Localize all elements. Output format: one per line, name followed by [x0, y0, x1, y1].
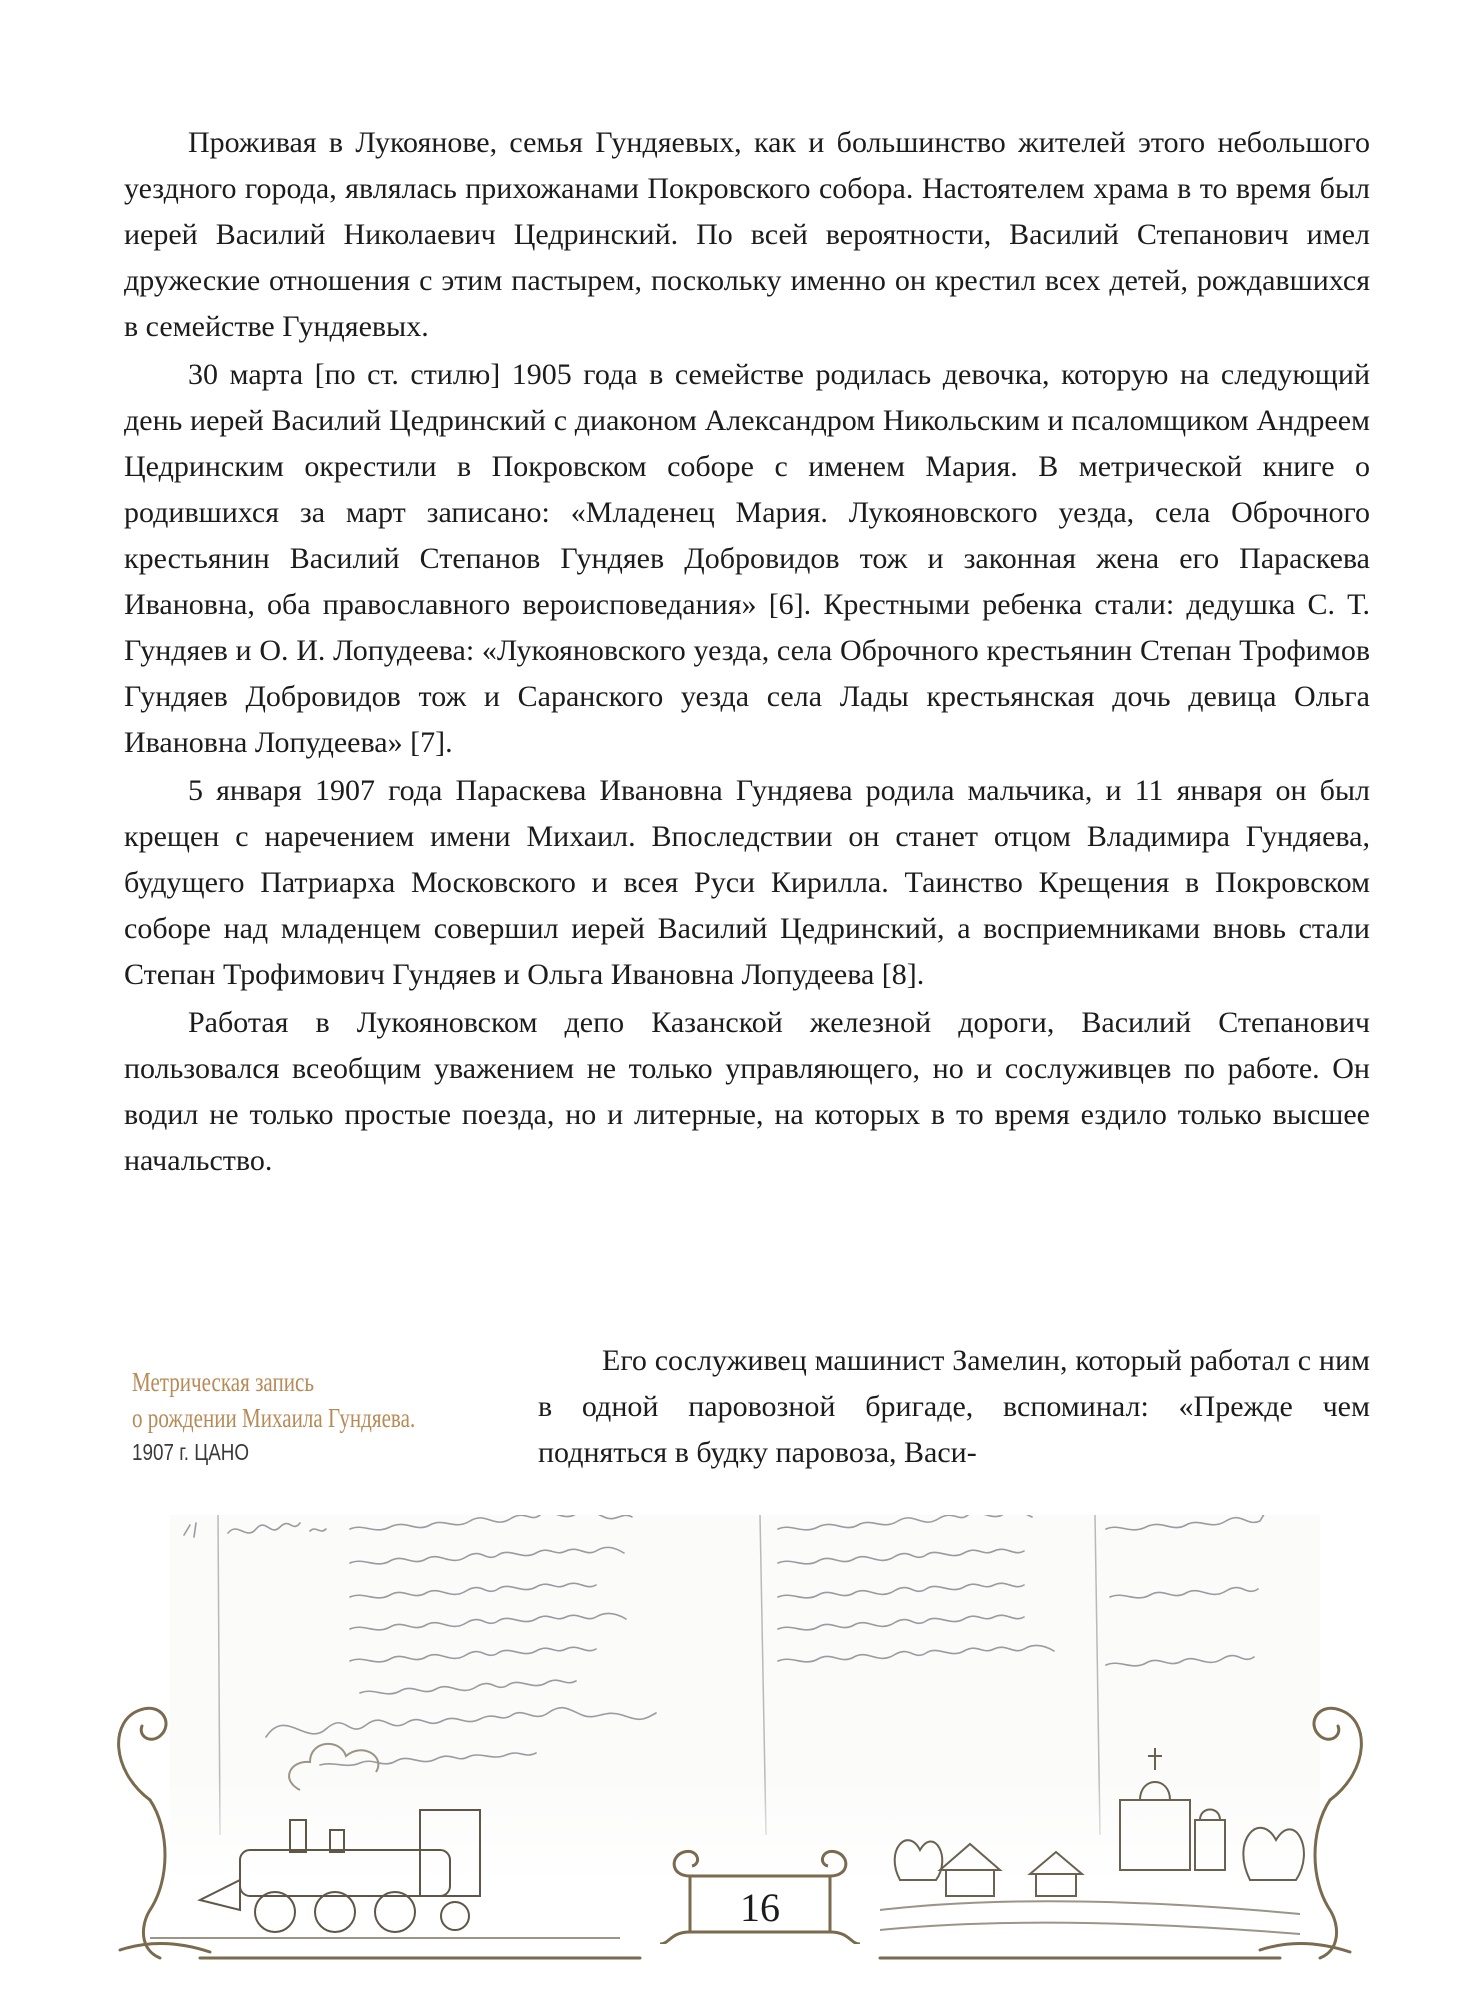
- figure-caption: [132, 1364, 522, 1468]
- page-number-cartouche: [660, 1836, 860, 1944]
- caption-line-1: Метрическая запись: [132, 1367, 314, 1397]
- paragraph-3: 5 января 1907 года Параскева Ивановна Гундяева родила мальчика, и 11 января он был крещен с наречением имени Михаил. Впоследствии он станет отцом Владимира Гундяева, будущего Патриарха Московского и всея Руси Кирилла. Таинство Крещения в Покровском соборе над младенцем совершил иерей Василий Цедринский, а восприемниками вновь стали Степан Трофимович Гундяев и Ольга Ивановна Лопудеева [8].: [124, 774, 1370, 991]
- paragraph-2: 30 марта [по ст. стилю] 1905 года в семействе родилась девочка, которую на следующий день иерей Василий Цедринский с диаконом Александром Никольским и псаломщиком Андреем Цедринским окрестили в Покровском соборе с именем Мария. В метрической книге о родившихся за март записано: «Младенец Мария. Лукояновского уезда, села Оброчного крестьянин Василий Степанов Гундяев Добровидов тож и законная жена его Параскева Ивановна, оба православного вероисповедания» [6]. Крестными ребенка стали: дедушка С. Т. Гундяев и О. И. Лопудеева: «Лукояновского уезда, села Оброчного крестьянин Степан Трофимов Гундяев Добровидов тож и Саранского уезда села Лады крестьянская дочь девица Ольга Ивановна Лопудеева» [7].: [124, 358, 1370, 759]
- metric-record-image: [170, 1515, 1320, 1885]
- paragraph-5: Его сослуживец машинист Замелин, который работал с ним в одной паровозной бригаде, вспоминал: «Прежде чем подняться в будку паровоза, Васи-: [538, 1344, 1370, 1469]
- caption-line-3: 1907 г. ЦАНО: [132, 1439, 250, 1465]
- paragraph-4: Работая в Лукояновском депо Казанской железной дороги, Василий Степанович пользовался всеобщим уважением не только управляющего, но и сослуживцев по работе. Он водил не только простые поезда, но и литерные, на которых в то время ездило только высшее начальство.: [124, 1006, 1370, 1177]
- main-text-block: [124, 120, 1370, 1184]
- page-number: 16: [740, 1884, 780, 1930]
- paragraph-1: Проживая в Лукоянове, семья Гундяевых, как и большинство жителей этого небольшого уездного города, являлась прихожанами Покровского собора. Настоятелем храма в то время был иерей Василий Николаевич Цедринский. По всей вероятности, Василий Степанович имел дружеские отношения с этим пастырем, поскольку именно он крестил всех детей, рождавшихся в семействе Гундяевых.: [124, 126, 1370, 343]
- continuation-text: [538, 1338, 1370, 1476]
- caption-line-2: о рождении Михаила Гундяева.: [132, 1403, 416, 1433]
